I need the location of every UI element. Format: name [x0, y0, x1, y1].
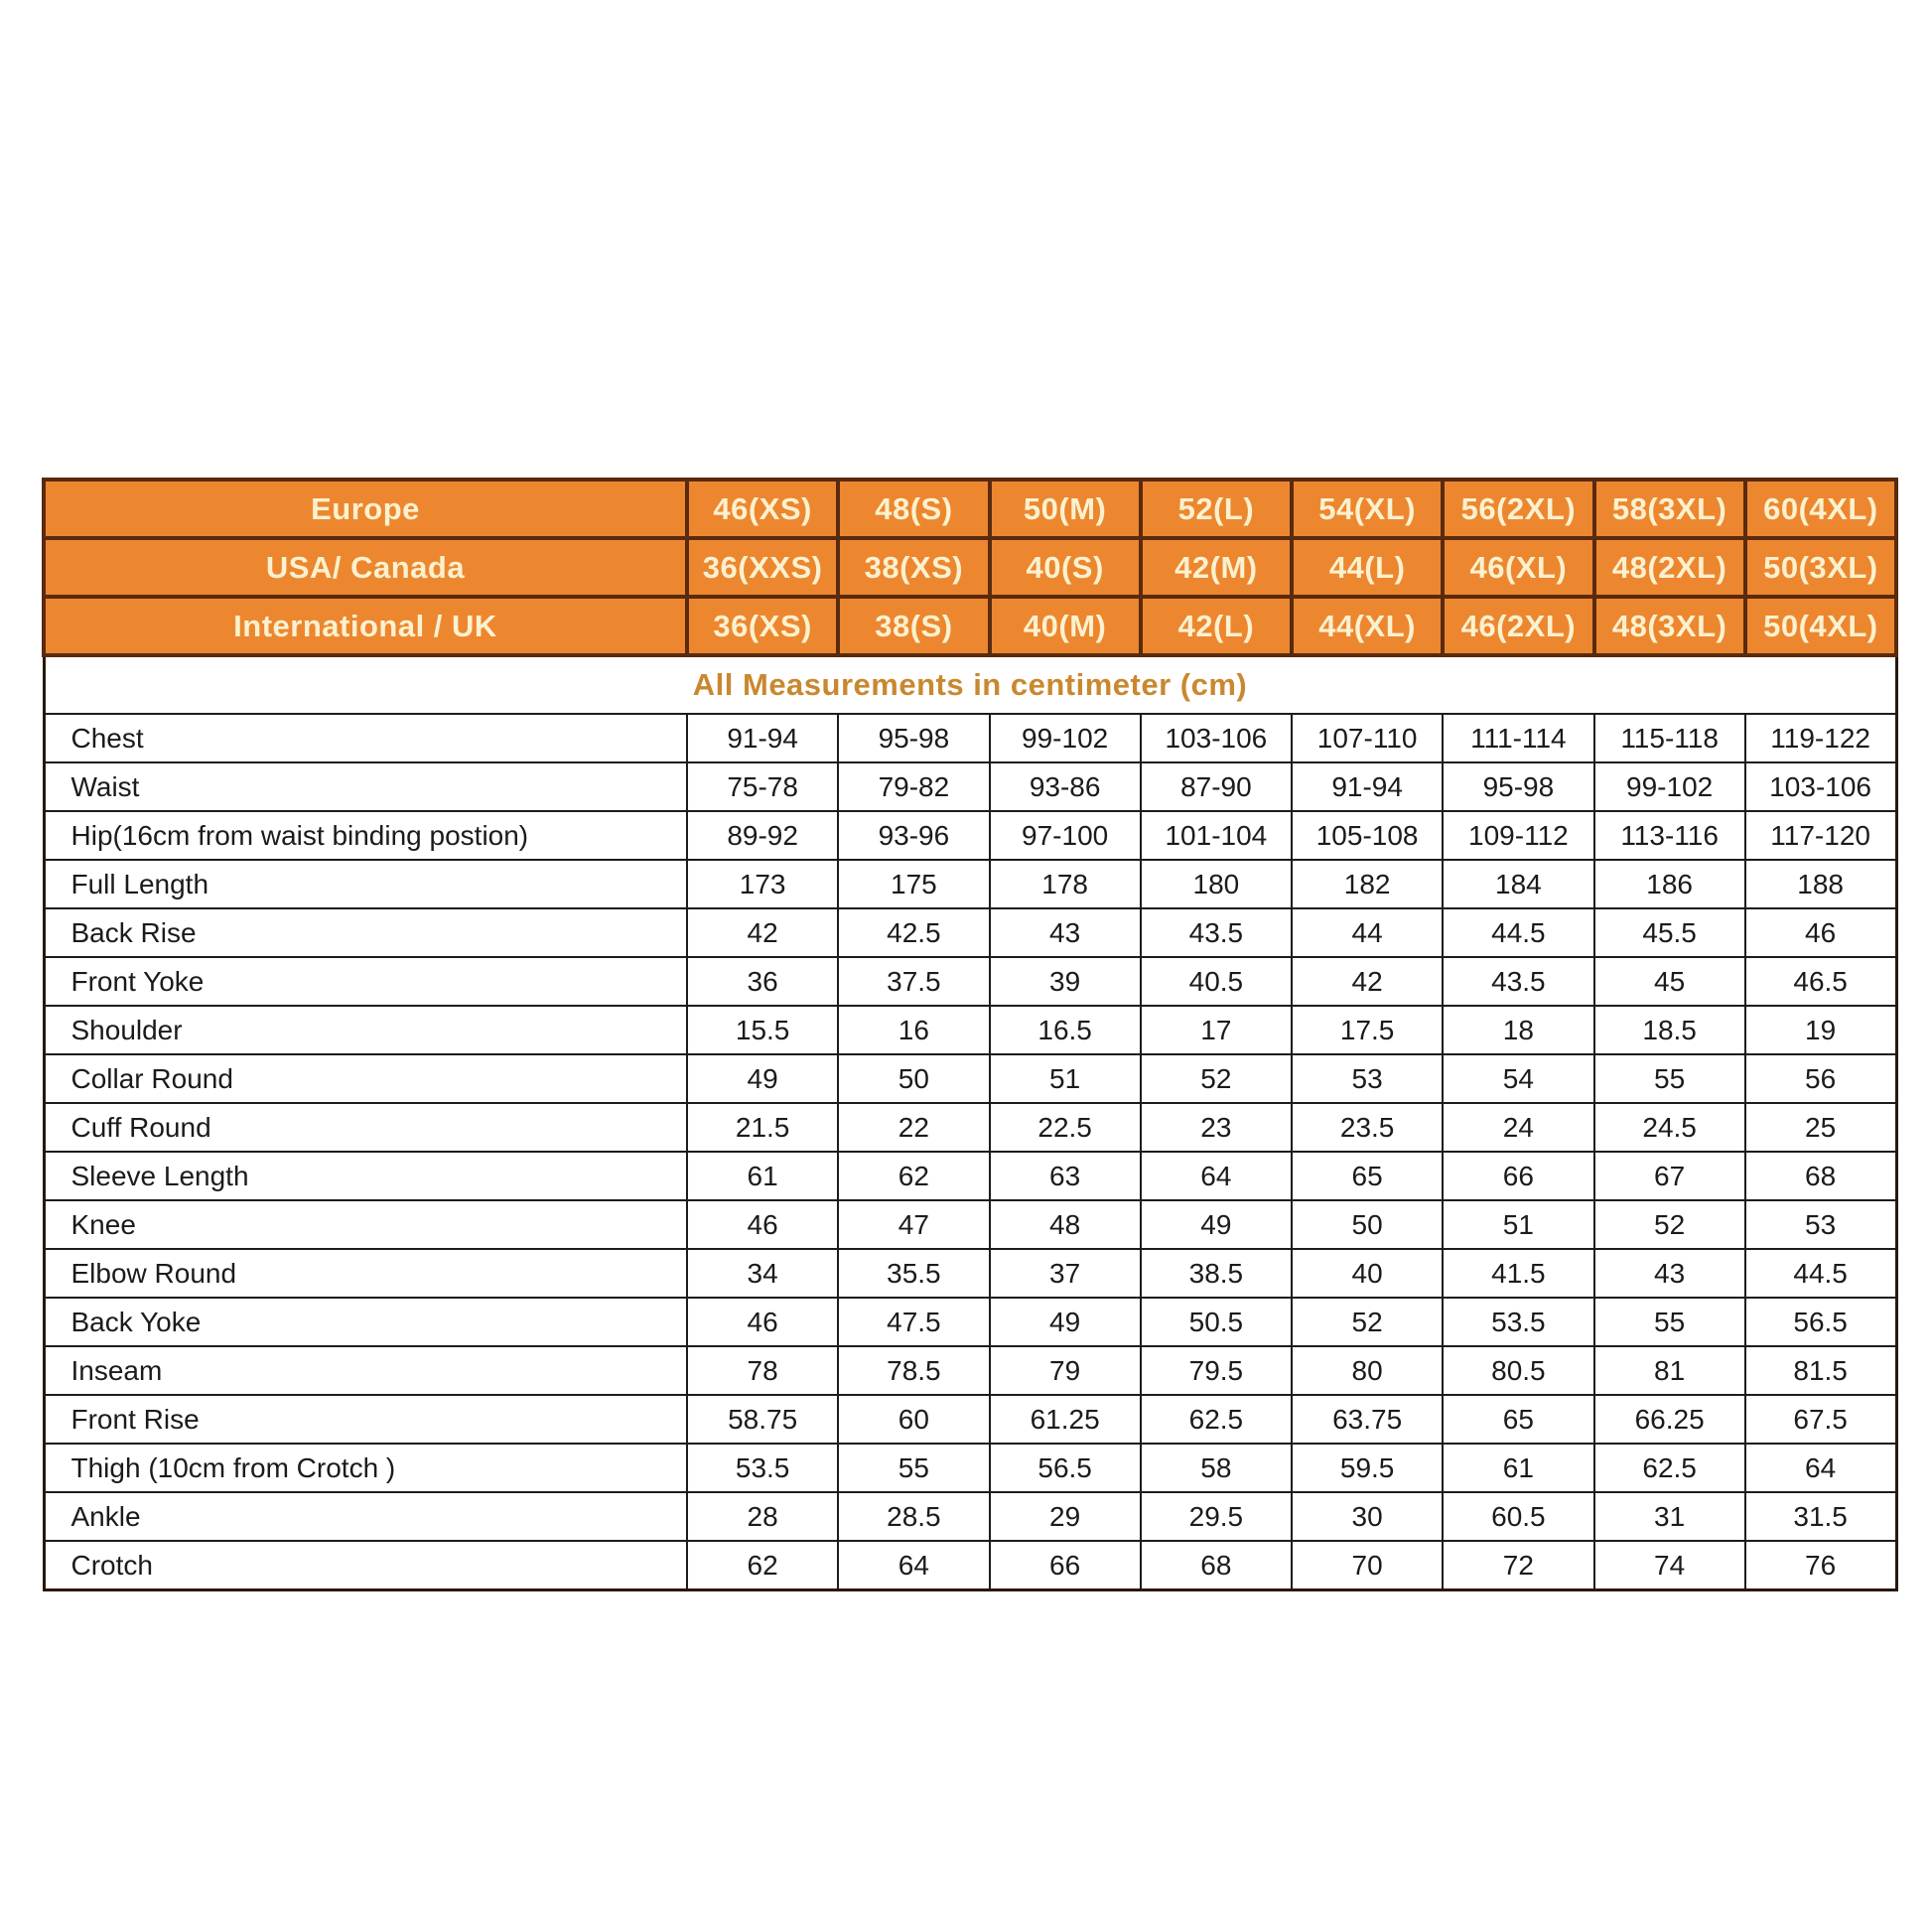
measurement-value: 173 — [687, 860, 838, 908]
size-cell: 40(M) — [990, 597, 1141, 655]
measurement-value: 43.5 — [1141, 908, 1292, 957]
measurement-label: Ankle — [44, 1492, 687, 1541]
measurement-value: 61 — [687, 1152, 838, 1200]
measurement-value: 49 — [990, 1298, 1141, 1346]
measurement-label: Sleeve Length — [44, 1152, 687, 1200]
measurement-value: 80 — [1292, 1346, 1443, 1395]
size-header-row — [44, 538, 1896, 597]
measurement-value: 28.5 — [838, 1492, 989, 1541]
measurement-value: 42 — [1292, 957, 1443, 1006]
measurement-value: 40 — [1292, 1249, 1443, 1298]
measurement-value: 45 — [1594, 957, 1745, 1006]
measurement-value: 103-106 — [1141, 714, 1292, 762]
measurement-value: 64 — [1745, 1444, 1896, 1492]
measurement-value: 56.5 — [1745, 1298, 1896, 1346]
measurement-value: 107-110 — [1292, 714, 1443, 762]
region-label: USA/ Canada — [44, 538, 687, 597]
measurement-value: 81 — [1594, 1346, 1745, 1395]
size-cell: 48(S) — [838, 480, 989, 538]
region-label: International / UK — [44, 597, 687, 655]
measurement-value: 49 — [1141, 1200, 1292, 1249]
measurement-value: 40.5 — [1141, 957, 1292, 1006]
measurement-value: 80.5 — [1443, 1346, 1593, 1395]
measurement-value: 95-98 — [838, 714, 989, 762]
measurement-value: 97-100 — [990, 811, 1141, 860]
measurement-value: 42.5 — [838, 908, 989, 957]
measurement-value: 60 — [838, 1395, 989, 1444]
measurement-row — [44, 714, 1896, 762]
measurement-value: 52 — [1292, 1298, 1443, 1346]
measurement-value: 72 — [1443, 1541, 1593, 1590]
measurement-label: Cuff Round — [44, 1103, 687, 1152]
size-chart-body — [44, 480, 1896, 1590]
measurement-value: 17 — [1141, 1006, 1292, 1054]
measurement-value: 175 — [838, 860, 989, 908]
measurement-value: 44.5 — [1745, 1249, 1896, 1298]
measurement-label: Full Length — [44, 860, 687, 908]
measurement-value: 37.5 — [838, 957, 989, 1006]
measurement-value: 18 — [1443, 1006, 1593, 1054]
size-cell: 38(XS) — [838, 538, 989, 597]
measurement-label: Elbow Round — [44, 1249, 687, 1298]
size-header-row — [44, 597, 1896, 655]
measurement-value: 43 — [990, 908, 1141, 957]
measurement-value: 53 — [1292, 1054, 1443, 1103]
measurement-value: 64 — [838, 1541, 989, 1590]
measurement-row — [44, 1395, 1896, 1444]
measurement-value: 44.5 — [1443, 908, 1593, 957]
measurement-value: 51 — [990, 1054, 1141, 1103]
measurement-value: 55 — [1594, 1054, 1745, 1103]
measurement-value: 43.5 — [1443, 957, 1593, 1006]
measurement-value: 76 — [1745, 1541, 1896, 1590]
measurement-label: Collar Round — [44, 1054, 687, 1103]
measurement-value: 64 — [1141, 1152, 1292, 1200]
measurement-value: 65 — [1443, 1395, 1593, 1444]
measurement-value: 15.5 — [687, 1006, 838, 1054]
measurement-value: 16.5 — [990, 1006, 1141, 1054]
region-label: Europe — [44, 480, 687, 538]
size-cell: 42(L) — [1141, 597, 1292, 655]
measurement-value: 58.75 — [687, 1395, 838, 1444]
size-cell: 48(3XL) — [1594, 597, 1745, 655]
measurement-value: 101-104 — [1141, 811, 1292, 860]
measurement-label: Hip(16cm from waist binding postion) — [44, 811, 687, 860]
measurement-value: 46 — [687, 1298, 838, 1346]
measurement-row — [44, 1444, 1896, 1492]
measurement-value: 109-112 — [1443, 811, 1593, 860]
measurement-value: 61 — [1443, 1444, 1593, 1492]
measurement-value: 56 — [1745, 1054, 1896, 1103]
measurement-value: 79 — [990, 1346, 1141, 1395]
measurement-label: Chest — [44, 714, 687, 762]
measurement-value: 67.5 — [1745, 1395, 1896, 1444]
measurement-value: 34 — [687, 1249, 838, 1298]
measurement-row — [44, 860, 1896, 908]
measurement-row — [44, 908, 1896, 957]
measurement-value: 186 — [1594, 860, 1745, 908]
size-cell: 44(L) — [1292, 538, 1443, 597]
measurement-row — [44, 1346, 1896, 1395]
measurement-value: 23 — [1141, 1103, 1292, 1152]
measurement-value: 74 — [1594, 1541, 1745, 1590]
measurement-value: 45.5 — [1594, 908, 1745, 957]
measurement-value: 31.5 — [1745, 1492, 1896, 1541]
measurement-value: 50 — [1292, 1200, 1443, 1249]
measurement-value: 188 — [1745, 860, 1896, 908]
measurement-value: 36 — [687, 957, 838, 1006]
measurement-value: 46 — [1745, 908, 1896, 957]
measurement-label: Waist — [44, 762, 687, 811]
size-chart-table-wrap — [42, 478, 1894, 1591]
size-cell: 58(3XL) — [1594, 480, 1745, 538]
measurement-value: 35.5 — [838, 1249, 989, 1298]
measurement-value: 62 — [687, 1541, 838, 1590]
measurement-value: 66.25 — [1594, 1395, 1745, 1444]
measurement-label: Front Yoke — [44, 957, 687, 1006]
size-chart-table — [42, 478, 1898, 1591]
measurement-value: 47 — [838, 1200, 989, 1249]
measurement-value: 68 — [1141, 1541, 1292, 1590]
measurement-value: 75-78 — [687, 762, 838, 811]
measurement-value: 53.5 — [1443, 1298, 1593, 1346]
measurement-value: 39 — [990, 957, 1141, 1006]
measurement-value: 29.5 — [1141, 1492, 1292, 1541]
size-cell: 50(4XL) — [1745, 597, 1896, 655]
measurement-value: 25 — [1745, 1103, 1896, 1152]
measurement-value: 117-120 — [1745, 811, 1896, 860]
measurement-row — [44, 1200, 1896, 1249]
measurement-value: 115-118 — [1594, 714, 1745, 762]
measurement-label: Inseam — [44, 1346, 687, 1395]
measurement-value: 66 — [1443, 1152, 1593, 1200]
measurement-value: 119-122 — [1745, 714, 1896, 762]
measurement-label: Shoulder — [44, 1006, 687, 1054]
measurement-value: 55 — [838, 1444, 989, 1492]
measurement-value: 37 — [990, 1249, 1141, 1298]
measurement-value: 46 — [687, 1200, 838, 1249]
measurement-value: 47.5 — [838, 1298, 989, 1346]
measurement-value: 105-108 — [1292, 811, 1443, 860]
measurement-value: 17.5 — [1292, 1006, 1443, 1054]
measurement-value: 62.5 — [1594, 1444, 1745, 1492]
measurement-value: 67 — [1594, 1152, 1745, 1200]
measurement-value: 55 — [1594, 1298, 1745, 1346]
size-cell: 36(XXS) — [687, 538, 838, 597]
measurement-value: 93-86 — [990, 762, 1141, 811]
measurement-row — [44, 1298, 1896, 1346]
measurement-value: 63.75 — [1292, 1395, 1443, 1444]
measurement-value: 95-98 — [1443, 762, 1593, 811]
size-cell: 46(XS) — [687, 480, 838, 538]
size-cell: 38(S) — [838, 597, 989, 655]
measurement-value: 113-116 — [1594, 811, 1745, 860]
measurement-value: 70 — [1292, 1541, 1443, 1590]
measurement-value: 78 — [687, 1346, 838, 1395]
measurement-value: 93-96 — [838, 811, 989, 860]
measurement-value: 111-114 — [1443, 714, 1593, 762]
measurement-row — [44, 811, 1896, 860]
measurement-value: 54 — [1443, 1054, 1593, 1103]
measurement-value: 62 — [838, 1152, 989, 1200]
size-cell: 42(M) — [1141, 538, 1292, 597]
measurement-value: 180 — [1141, 860, 1292, 908]
measurement-value: 51 — [1443, 1200, 1593, 1249]
measurement-value: 52 — [1141, 1054, 1292, 1103]
measurement-value: 91-94 — [1292, 762, 1443, 811]
measurement-value: 23.5 — [1292, 1103, 1443, 1152]
measurement-row — [44, 1492, 1896, 1541]
measurement-label: Crotch — [44, 1541, 687, 1590]
measurement-value: 79.5 — [1141, 1346, 1292, 1395]
measurement-value: 62.5 — [1141, 1395, 1292, 1444]
size-cell: 60(4XL) — [1745, 480, 1896, 538]
measurement-row — [44, 1249, 1896, 1298]
measurement-value: 43 — [1594, 1249, 1745, 1298]
size-cell: 50(M) — [990, 480, 1141, 538]
measurement-row — [44, 1103, 1896, 1152]
size-cell: 50(3XL) — [1745, 538, 1896, 597]
size-cell: 54(XL) — [1292, 480, 1443, 538]
measurement-value: 42 — [687, 908, 838, 957]
size-cell: 44(XL) — [1292, 597, 1443, 655]
measurement-value: 30 — [1292, 1492, 1443, 1541]
measurement-value: 52 — [1594, 1200, 1745, 1249]
size-cell: 46(XL) — [1443, 538, 1593, 597]
note-row — [44, 655, 1896, 714]
measurement-value: 53.5 — [687, 1444, 838, 1492]
size-cell: 52(L) — [1141, 480, 1292, 538]
measurement-row — [44, 1541, 1896, 1590]
measurement-value: 53 — [1745, 1200, 1896, 1249]
measurement-value: 63 — [990, 1152, 1141, 1200]
measurement-row — [44, 762, 1896, 811]
measurement-row — [44, 1054, 1896, 1103]
measurement-value: 79-82 — [838, 762, 989, 811]
measurement-row — [44, 1006, 1896, 1054]
size-cell: 40(S) — [990, 538, 1141, 597]
measurement-value: 28 — [687, 1492, 838, 1541]
measurement-value: 18.5 — [1594, 1006, 1745, 1054]
measurement-value: 24.5 — [1594, 1103, 1745, 1152]
measurement-value: 16 — [838, 1006, 989, 1054]
measurement-label: Back Yoke — [44, 1298, 687, 1346]
measurement-label: Back Rise — [44, 908, 687, 957]
measurement-value: 99-102 — [1594, 762, 1745, 811]
measurement-value: 50 — [838, 1054, 989, 1103]
measurement-value: 24 — [1443, 1103, 1593, 1152]
measurement-value: 60.5 — [1443, 1492, 1593, 1541]
measurement-value: 31 — [1594, 1492, 1745, 1541]
measurement-value: 49 — [687, 1054, 838, 1103]
measurement-value: 81.5 — [1745, 1346, 1896, 1395]
measurement-value: 68 — [1745, 1152, 1896, 1200]
size-cell: 46(2XL) — [1443, 597, 1593, 655]
measurement-value: 19 — [1745, 1006, 1896, 1054]
size-cell: 36(XS) — [687, 597, 838, 655]
measurement-value: 22.5 — [990, 1103, 1141, 1152]
measurement-value: 56.5 — [990, 1444, 1141, 1492]
size-cell: 48(2XL) — [1594, 538, 1745, 597]
measurement-value: 61.25 — [990, 1395, 1141, 1444]
measurement-value: 184 — [1443, 860, 1593, 908]
measurement-value: 99-102 — [990, 714, 1141, 762]
measurement-row — [44, 957, 1896, 1006]
measurement-value: 65 — [1292, 1152, 1443, 1200]
measurement-value: 91-94 — [687, 714, 838, 762]
measurement-value: 50.5 — [1141, 1298, 1292, 1346]
size-cell: 56(2XL) — [1443, 480, 1593, 538]
measurement-row — [44, 1152, 1896, 1200]
measurement-value: 38.5 — [1141, 1249, 1292, 1298]
measurement-value: 103-106 — [1745, 762, 1896, 811]
measurement-label: Thigh (10cm from Crotch ) — [44, 1444, 687, 1492]
measurement-value: 87-90 — [1141, 762, 1292, 811]
measurement-value: 21.5 — [687, 1103, 838, 1152]
measurement-value: 29 — [990, 1492, 1141, 1541]
measurement-value: 178 — [990, 860, 1141, 908]
measurement-value: 78.5 — [838, 1346, 989, 1395]
measurement-value: 44 — [1292, 908, 1443, 957]
measurement-value: 59.5 — [1292, 1444, 1443, 1492]
size-header-row — [44, 480, 1896, 538]
measurement-value: 46.5 — [1745, 957, 1896, 1006]
measurement-value: 58 — [1141, 1444, 1292, 1492]
measurement-value: 66 — [990, 1541, 1141, 1590]
measurement-label: Knee — [44, 1200, 687, 1249]
measurement-value: 22 — [838, 1103, 989, 1152]
measurement-label: Front Rise — [44, 1395, 687, 1444]
measurement-value: 41.5 — [1443, 1249, 1593, 1298]
measurement-value: 48 — [990, 1200, 1141, 1249]
measurement-value: 89-92 — [687, 811, 838, 860]
measurement-value: 182 — [1292, 860, 1443, 908]
measurement-note: All Measurements in centimeter (cm) — [44, 655, 1896, 714]
